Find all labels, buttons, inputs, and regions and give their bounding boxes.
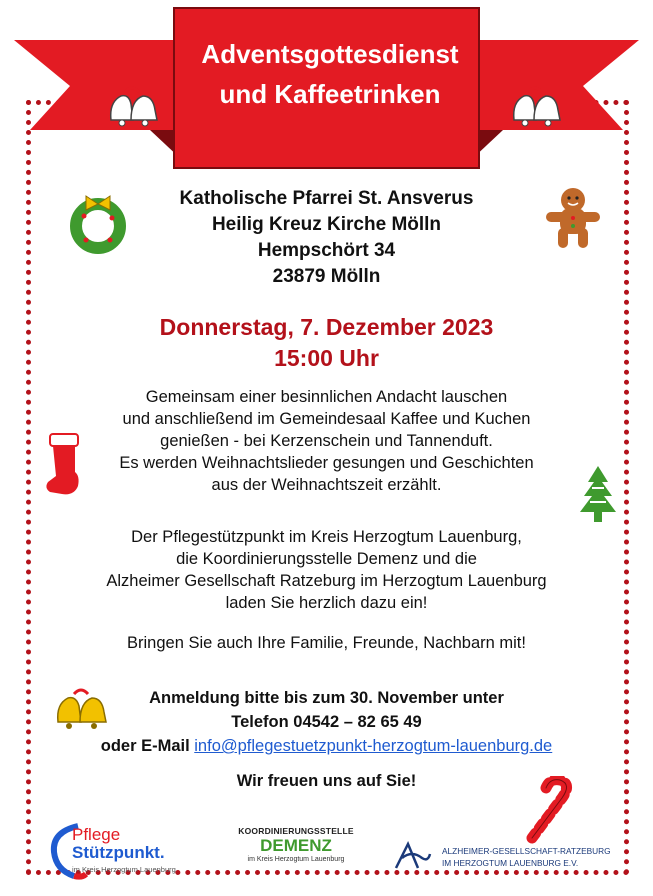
bell-icon: [506, 82, 564, 128]
venue-line2: Heilig Kreuz Kirche Mölln: [211, 214, 442, 235]
event-time: 15:00 Uhr: [274, 345, 379, 371]
alzheimer-gesellschaft-logo: [394, 838, 634, 878]
bell-icon: [103, 82, 161, 128]
invitation-paragraph: [60, 526, 593, 614]
text-line: und anschließend im Gemeindesaal Kaffee und Kuchen: [122, 410, 531, 428]
logo-pflege-line3: im Kreis Herzogtum Lauenburg: [72, 865, 176, 874]
bring-family-text: Bringen Sie auch Ihre Familie, Freunde, Nachbarn mit!: [127, 634, 526, 652]
logo-alzheimer-line2: IM HERZOGTUM LAUENBURG E.V.: [442, 858, 579, 868]
text-line: aus der Weihnachtszeit erzählt.: [211, 476, 442, 494]
logo-pflege-line1: Pflege: [72, 825, 121, 844]
closing-text: Wir freuen uns auf Sie!: [236, 772, 417, 790]
logo-demenz-line1: KOORDINIERUNGSSTELLE: [238, 826, 354, 836]
logo-demenz-line3: im Kreis Herzogtum Lauenburg: [247, 856, 345, 863]
pflegestuetzpunkt-logo: [48, 818, 218, 884]
venue-line3: Hempschört 34: [257, 240, 396, 261]
description-paragraph: [60, 386, 593, 496]
event-datetime: [60, 312, 593, 374]
text-line: die Koordinierungsstelle Demenz und die: [176, 550, 477, 568]
registration-info: [60, 686, 593, 758]
alzheimer-logo-icon: [394, 840, 432, 870]
koordinierungsstelle-demenz-logo: [236, 826, 356, 884]
text-line: genießen - bei Kerzenschein und Tannenduft.: [160, 432, 493, 450]
logo-demenz-line2: DEMENZ: [260, 836, 332, 855]
title-line1: Adventsgottesdienst: [201, 39, 459, 69]
title-line2: und Kaffeetrinken: [219, 79, 441, 109]
text-line: Gemeinsam einer besinnlichen Andacht lauschen: [145, 388, 508, 406]
registration-email-line: [60, 734, 593, 758]
event-date: Donnerstag, 7. Dezember 2023: [159, 314, 494, 340]
venue-line1: Katholische Pfarrei St. Ansverus: [179, 188, 474, 209]
email-prefix: oder E-Mail: [100, 737, 195, 755]
text-line: Alzheimer Gesellschaft Ratzeburg im Herzogtum Lauenburg: [106, 572, 547, 590]
registration-deadline: Anmeldung bitte bis zum 30. November unter: [149, 689, 504, 707]
text-line: laden Sie herzlich dazu ein!: [225, 594, 428, 612]
registration-phone: Telefon 04542 – 82 65 49: [231, 713, 422, 731]
text-line: Es werden Weihnachtslieder gesungen und Geschichten: [119, 454, 534, 472]
email-link[interactable]: info@pflegestuetzpunkt-herzogtum-lauenburg.de: [194, 737, 553, 755]
logo-pflege-line2: Stützpunkt.: [72, 843, 165, 862]
venue-line4: 23879 Mölln: [272, 266, 381, 287]
venue-address: [60, 186, 593, 290]
logo-alzheimer-line1: ALZHEIMER-GESELLSCHAFT-RATZEBURG: [442, 846, 611, 856]
text-line: Der Pflegestützpunkt im Kreis Herzogtum Lauenburg,: [131, 528, 522, 546]
event-title: [174, 34, 486, 114]
